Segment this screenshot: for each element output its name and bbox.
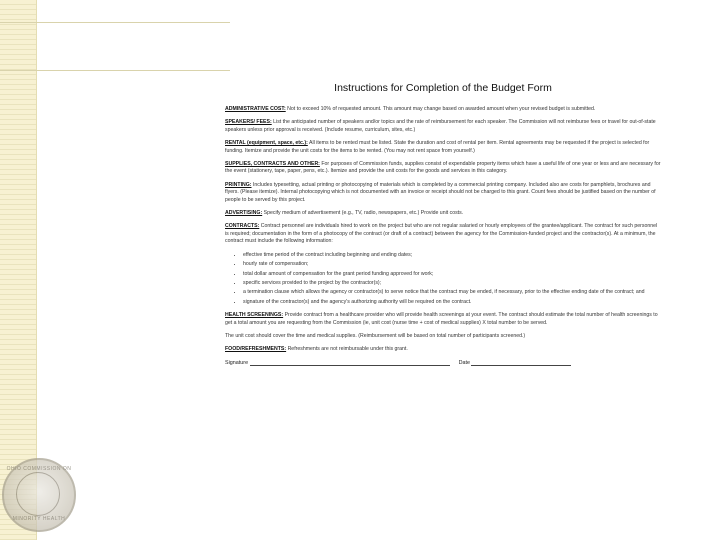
signature-line xyxy=(250,365,450,366)
list-item: • specific services provided to the project by the contractor(s); xyxy=(243,280,661,287)
section-health-screenings xyxy=(225,312,661,327)
section-label: ADVERTISING: xyxy=(225,210,263,217)
section-label: SPEAKERS/ FEES: xyxy=(225,119,272,126)
section-administrative-cost xyxy=(225,106,661,113)
signature-row xyxy=(225,360,661,366)
date-line xyxy=(471,365,571,366)
section-text: Refreshments are not reimbursable under this grant. xyxy=(287,346,408,353)
section-advertising xyxy=(225,210,661,217)
header-divider-line xyxy=(0,70,230,71)
section-food-refreshments xyxy=(225,346,661,353)
list-item: • total dollar amount of compensation for the grant period funding approved for work; xyxy=(243,271,661,278)
seal-text-bottom: MINORITY HEALTH xyxy=(12,516,66,522)
commission-seal-logo xyxy=(2,458,76,532)
seal-text-top: OHIO COMMISSION ON xyxy=(6,466,72,472)
section-speakers-fees xyxy=(225,119,661,134)
section-text: Not to exceed 10% of requested amount. This amount may change based on awarded amount when your revised budget is submitted. xyxy=(287,106,596,112)
list-item: • a termination clause which allows the agency or contractor(s) to serve notice that the contract may be ended, if necessary, prior to the effective ending date of the contract; and xyxy=(243,289,661,296)
health-unit-cost-note: The unit cost should cover the time and medical supplies. (Reimbursement will be based on total number of participants screened.) xyxy=(225,332,526,339)
section-contracts xyxy=(225,223,661,245)
date-label: Date xyxy=(458,359,470,366)
section-label: HEALTH SCREENINGS: xyxy=(225,312,284,319)
signature-label: Signature xyxy=(225,359,249,366)
list-item: • hourly rate of compensation; xyxy=(243,261,661,268)
section-label: RENTAL (equipment, space, etc.): xyxy=(225,140,308,147)
section-text: Contract personnel are individuals hired to work on the project but who are not regular salaried or hourly employees of the grantee/applicant. The contract for such personnel is required; documentation in the form of a photocopy of the contract (or draft of a contract) between the agency for the Commission-funded project and the contractor(s). At a minimum, the contract must include the following information: xyxy=(225,223,658,245)
section-text: List the anticipated number of speakers and/or topics and the rate of reimbursement for each speaker. The Commission will not reimburse fees or travel for out-of-state speakers unless prior approval is received. (Include resume, curriculum, sites, etc.) xyxy=(225,119,656,133)
section-printing xyxy=(225,182,661,204)
section-text: Specify medium of advertisement (e.g., TV, radio, newspapers, etc.) Provide unit costs. xyxy=(263,210,464,217)
section-label: SUPPLIES, CONTRACTS AND OTHER: xyxy=(225,161,320,168)
section-label: CONTRACTS: xyxy=(225,223,260,230)
section-text: Provide contract from a healthcare provider who will provide health screenings at your event. The contract should estimate the total number of health screenings to get a total amount you are requesting from the Commission (ie, unit cost (nurse time + cost of medical supplies) X total number to be served. xyxy=(225,312,658,326)
list-item: • effective time period of the contract including beginning and ending dates; xyxy=(243,252,661,259)
budget-instructions-document xyxy=(225,82,661,366)
document-title: Instructions for Completion of the Budget Form xyxy=(334,82,552,94)
section-label: FOOD/REFRESHMENTS: xyxy=(225,346,287,353)
section-text: For purposes of Commission funds, supplies consist of expendable property items which have a useful life of one year or less and are necessary for the event (stationery, tape, paper, pens, etc.). Itemize and provide the unit costs for the goods and services in this category. xyxy=(225,161,661,175)
seal-inner-ring xyxy=(16,472,60,516)
section-text: Includes typesetting, actual printing or photocopying of materials which is completed by a commercial printing company. Included also are costs for pamphlets, brochures and flyers. (Please itemize). Internal photocopying which is not documented with an invoice or receipt should not be charged to this grant. Count fees should be justified based on the number of people to be served by this project. xyxy=(225,181,656,203)
list-item: • signature of the contractor(s) and the agency's authorizing authority will be required on the contract. xyxy=(243,299,661,306)
section-supplies xyxy=(225,161,661,176)
section-label: PRINTING: xyxy=(225,181,252,188)
contract-requirements-list xyxy=(225,252,661,306)
section-text: All items to be rented must be listed. State the duration and cost of rental per item. Rental agreements may be requested if the project is selected for funding. Itemize and provide the unit costs for the items to be rented. (You may not rent space from yourself.) xyxy=(225,140,650,154)
section-rental xyxy=(225,140,661,155)
top-divider-line xyxy=(0,22,230,23)
section-label: ADMINISTRATIVE COST: xyxy=(225,106,286,112)
